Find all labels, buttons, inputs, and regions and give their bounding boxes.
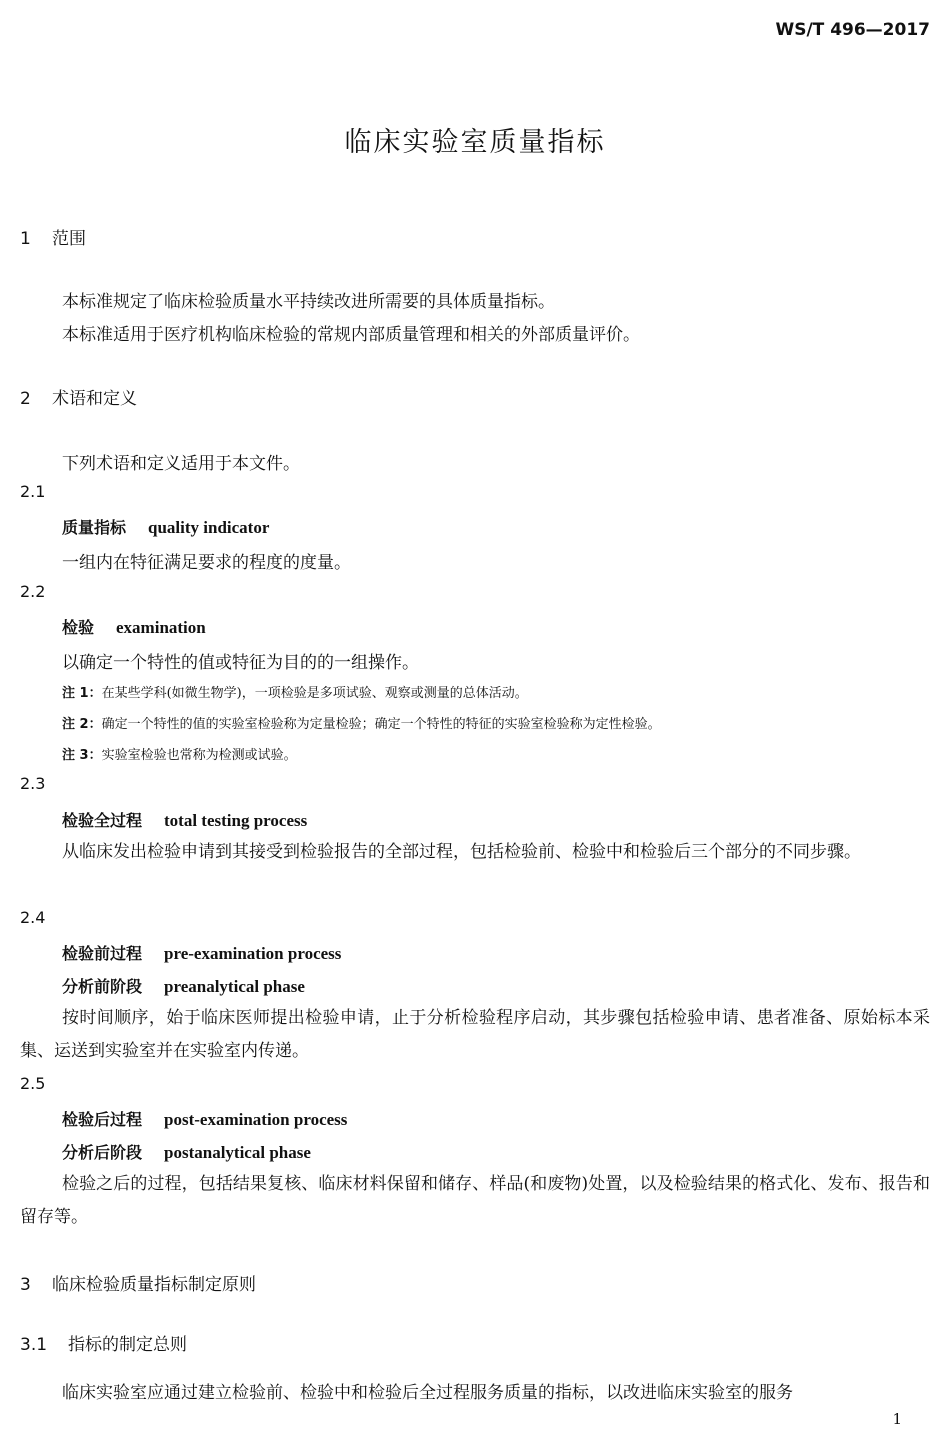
section-number: 2 (20, 389, 31, 409)
page-number: 1 (892, 1410, 902, 1428)
section-number: 3 (20, 1275, 31, 1295)
note-label: 注 1： (62, 686, 102, 701)
clause-number: 2.3 (20, 774, 46, 793)
term-english: quality indicator (148, 518, 270, 537)
term-definition: 一组内在特征满足要求的程度的度量。 (62, 553, 351, 573)
paragraph: 临床实验室应通过建立检验前、检验中和检验后全过程服务质量的指标，以改进临床实验室的服务 (62, 1383, 793, 1403)
term-english: pre-examination process (164, 944, 342, 963)
paragraph: 下列术语和定义适用于本文件。 (62, 454, 300, 474)
clause-number: 2.4 (20, 908, 46, 927)
note-text: 确定一个特性的值的实验室检验称为定量检验；确定一个特性的特征的实验室检验称为定性检验。 (101, 717, 661, 732)
term-entry (62, 808, 307, 831)
note-label: 注 3： (62, 748, 102, 763)
term-english: post-examination process (164, 1110, 348, 1129)
term-synonym (62, 1140, 311, 1163)
term-synonym (62, 974, 305, 997)
term-chinese: 检验前过程 (62, 944, 143, 963)
note (62, 713, 661, 732)
section-1-heading (20, 224, 86, 249)
term-chinese: 检验 (62, 618, 95, 637)
paragraph: 本标准适用于医疗机构临床检验的常规内部质量管理和相关的外部质量评价。 (62, 325, 640, 345)
term-chinese: 分析前阶段 (62, 977, 143, 996)
term-chinese: 检验后过程 (62, 1110, 143, 1129)
section-3-heading (20, 1270, 256, 1295)
term-definition: 检验之后的过程，包括结果复核、临床材料保留和储存、样品(和废物)处置，以及检验结果的格式化、发布、报告和留存等。 (20, 1174, 930, 1227)
term-entry (62, 615, 206, 638)
clause-number: 2.1 (20, 482, 46, 501)
note-label: 注 2： (62, 717, 102, 732)
term-english: preanalytical phase (164, 977, 305, 996)
term-definition: 按时间顺序，始于临床医师提出检验申请，止于分析检验程序启动，其步骤包括检验申请、患者准备、原始标本采集、运送到实验室并在实验室内传递。 (20, 1008, 930, 1061)
section-number: 1 (20, 229, 31, 249)
standard-code: WS/T 496—2017 (775, 20, 930, 40)
clause-number: 2.2 (20, 582, 46, 601)
term-entry (62, 1107, 347, 1130)
term-chinese: 检验全过程 (62, 811, 143, 830)
term-entry (62, 941, 341, 964)
section-title: 临床检验质量指标制定原则 (52, 1275, 256, 1295)
clause-number: 2.5 (20, 1074, 46, 1093)
section-2-heading (20, 384, 137, 409)
note (62, 682, 528, 701)
section-title: 范围 (52, 229, 86, 249)
term-english: postanalytical phase (164, 1143, 311, 1162)
document-title: 临床实验室质量指标 (344, 127, 606, 158)
term-chinese: 分析后阶段 (62, 1143, 143, 1162)
term-english: total testing process (164, 811, 308, 830)
section-number: 3.1 (20, 1335, 48, 1355)
paragraph: 本标准规定了临床检验质量水平持续改进所需要的具体质量指标。 (62, 292, 555, 312)
section-title: 指标的制定总则 (68, 1335, 187, 1355)
term-definition: 以确定一个特性的值或特征为目的的一组操作。 (62, 653, 419, 673)
note-text: 实验室检验也常称为检测或试验。 (101, 748, 297, 763)
note-text: 在某些学科(如微生物学)，一项检验是多项试验、观察或测量的总体活动。 (101, 686, 528, 701)
term-definition: 从临床发出检验申请到其接受到检验报告的全部过程，包括检验前、检验中和检验后三个部分的不同步骤。 (62, 842, 861, 862)
term-chinese: 质量指标 (62, 518, 127, 537)
term-english: examination (116, 618, 206, 637)
note (62, 744, 297, 763)
section-title: 术语和定义 (52, 389, 137, 409)
subsection-3-1-heading (20, 1330, 187, 1355)
term-entry (62, 515, 269, 538)
